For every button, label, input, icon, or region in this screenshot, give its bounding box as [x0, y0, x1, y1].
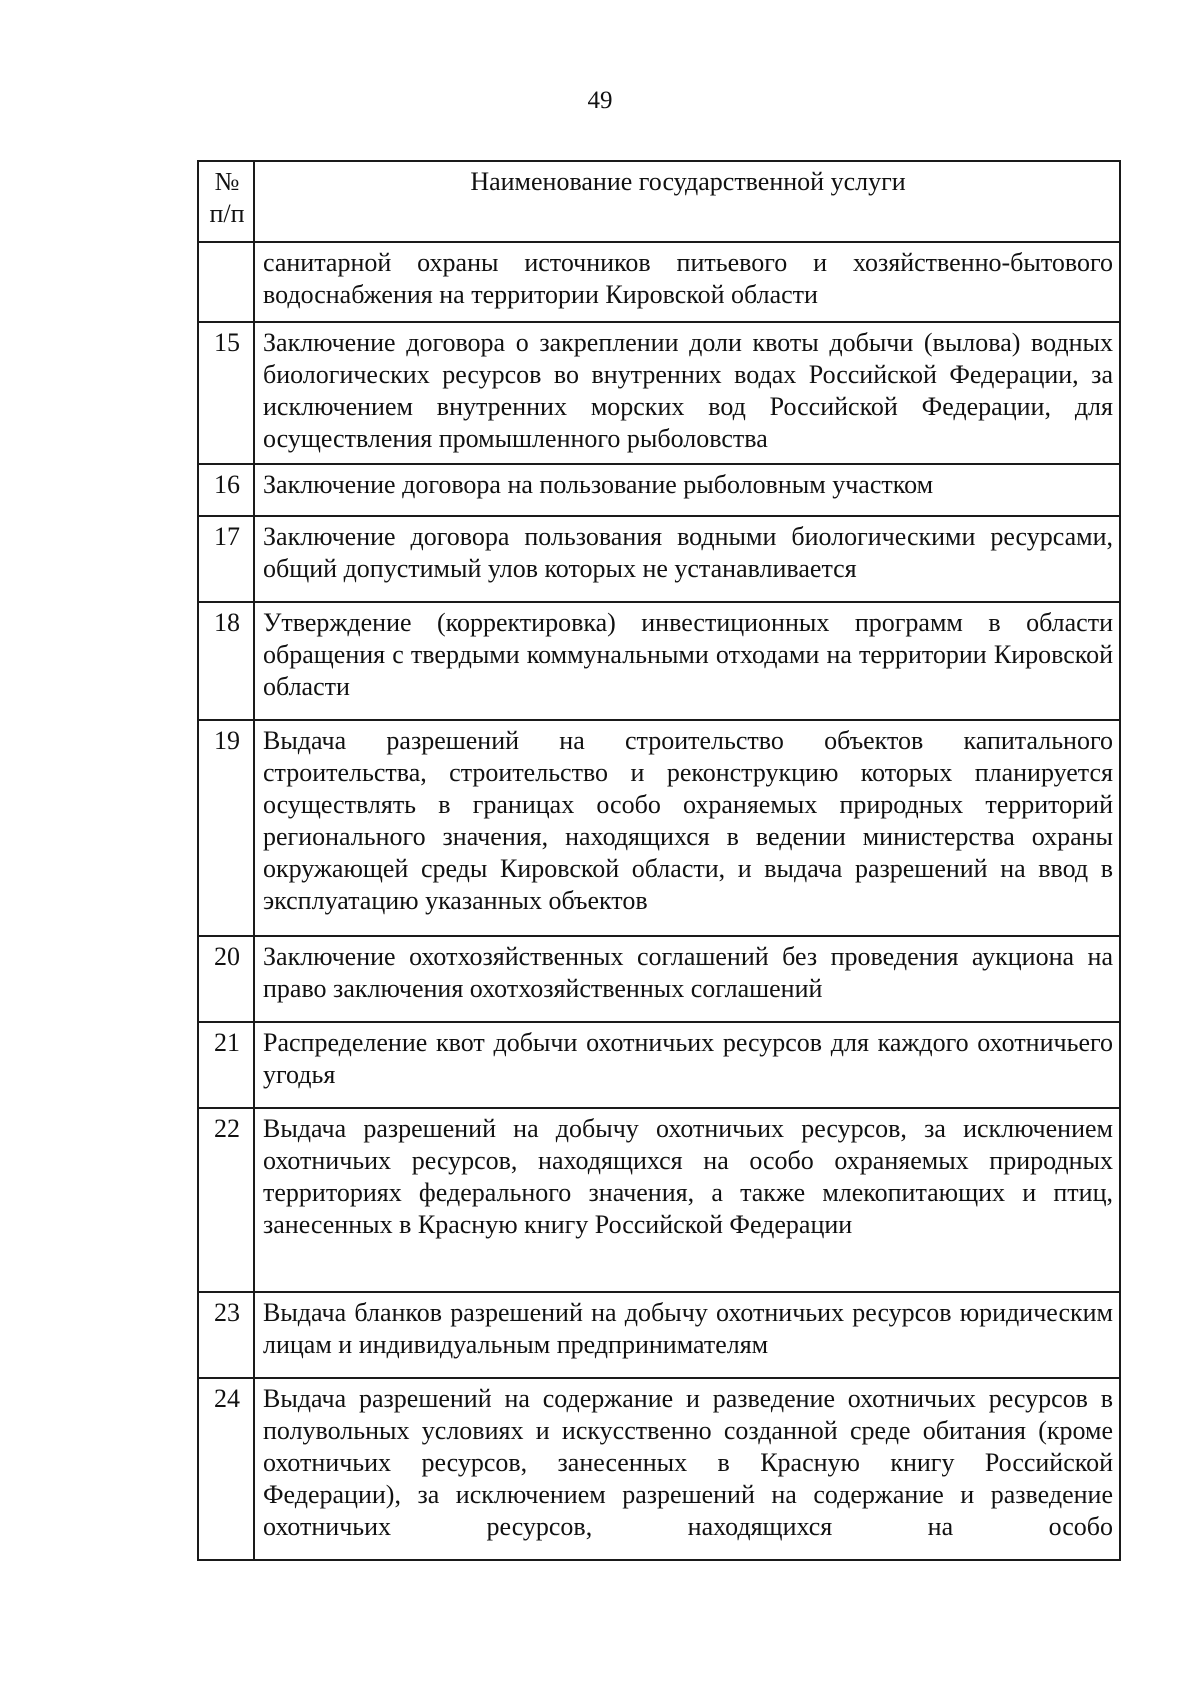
table-row: [198, 242, 1120, 322]
table-row: [198, 1378, 1120, 1560]
row-number: 15: [198, 322, 254, 464]
service-name: Заключение договора на пользование рыболовным участком: [254, 464, 1120, 516]
service-name: Заключение договора о закреплении доли квоты добычи (вылова) водных биологических ресурсов во внутренних водах Российской Федерации, за исключением внутренних морских вод Российской Федерации, для осуществления промышленного рыболовства: [254, 322, 1120, 464]
column-header-number: [198, 161, 254, 242]
service-name: Распределение квот добычи охотничьих ресурсов для каждого охотничьего угодья: [254, 1022, 1120, 1108]
service-name: Выдача разрешений на содержание и разведение охотничьих ресурсов в полувольных условиях и искусственно созданной среде обитания (кроме охотничьих ресурсов, занесенных в Красную книгу Российской Федерации), за исключением разрешений на содержание и разведение охотничьих ресурсов, находящихся на особо: [254, 1378, 1120, 1560]
table-row: [198, 720, 1120, 936]
table-row: [198, 936, 1120, 1022]
row-number: 16: [198, 464, 254, 516]
table-row: [198, 1022, 1120, 1108]
table-header-row: [198, 161, 1120, 242]
page-number: 49: [587, 87, 613, 114]
service-name: Утверждение (корректировка) инвестиционных программ в области обращения с твердыми коммунальными отходами на территории Кировской области: [254, 602, 1120, 720]
table-row: [198, 602, 1120, 720]
services-table: [197, 160, 1121, 1561]
row-number: 17: [198, 516, 254, 602]
row-number: 21: [198, 1022, 254, 1108]
service-name: Выдача разрешений на добычу охотничьих ресурсов, за исключением охотничьих ресурсов, находящихся на особо охраняемых природных территориях федерального значения, а также млекопитающих и птиц, занесенных в Красную книгу Российской Федерации: [254, 1108, 1120, 1292]
service-name: Выдача бланков разрешений на добычу охотничьих ресурсов юридическим лицам и индивидуальным предпринимателям: [254, 1292, 1120, 1378]
service-name: санитарной охраны источников питьевого и хозяйственно-бытового водоснабжения на территории Кировской области: [254, 242, 1120, 322]
row-number: [198, 242, 254, 322]
table-row: [198, 322, 1120, 464]
table-row: [198, 464, 1120, 516]
service-name: Выдача разрешений на строительство объектов капитального строительства, строительство и реконструкцию которых планируется осуществлять в границах особо охраняемых природных территорий регионального значения, находящихся в ведении министерства охраны окружающей среды Кировской области, и выдача разрешений на ввод в эксплуатацию указанных объектов: [254, 720, 1120, 936]
table-row: [198, 516, 1120, 602]
row-number: 22: [198, 1108, 254, 1292]
item-abbrev-label: п/п: [209, 199, 245, 228]
table-row: [198, 1292, 1120, 1378]
row-number: 24: [198, 1378, 254, 1560]
table-row: [198, 1108, 1120, 1292]
row-number: 23: [198, 1292, 254, 1378]
column-header-service-name: Наименование государственной услуги: [254, 161, 1120, 242]
row-number: 19: [198, 720, 254, 936]
row-number: 20: [198, 936, 254, 1022]
service-name: Заключение договора пользования водными биологическими ресурсами, общий допустимый улов которых не устанавливается: [254, 516, 1120, 602]
row-number: 18: [198, 602, 254, 720]
number-sign-label: №: [214, 167, 240, 196]
service-name: Заключение охотхозяйственных соглашений без проведения аукциона на право заключения охотхозяйственных соглашений: [254, 936, 1120, 1022]
